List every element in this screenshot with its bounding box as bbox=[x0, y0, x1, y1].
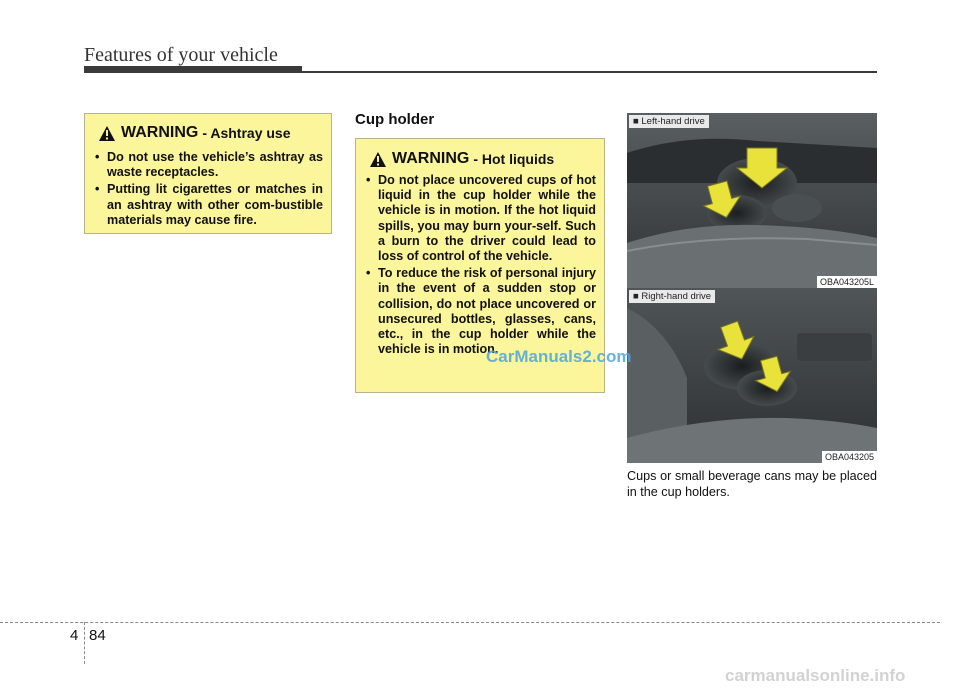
page-header-title: Features of your vehicle bbox=[84, 44, 278, 66]
warning-item: • Do not place uncovered cups of hot liquid in the cup holder while the vehicle is in motion. If the hot liquid spills, you may burn your-self. Such a burn to the driver could lead to loss of control of the vehicle. bbox=[364, 173, 596, 264]
cup-holder-photo bbox=[627, 113, 877, 288]
warning-item: • Do not use the vehicle’s ashtray as waste receptacles. bbox=[93, 150, 323, 180]
footer-site-watermark: carmanualsonline.info bbox=[725, 666, 906, 685]
figure-left-hand-drive bbox=[627, 113, 877, 288]
figure-right-hand-drive bbox=[627, 288, 877, 463]
page-number: 84 bbox=[89, 627, 106, 644]
warning-item: • Putting lit cigarettes or matches in an ashtray with other com-bustible materials may cause fire. bbox=[93, 182, 323, 228]
header-rule-thick bbox=[84, 66, 302, 73]
section-heading: Cup holder bbox=[355, 111, 435, 128]
cup-holder-description: Cups or small beverage cans may be placed in the cup holders. bbox=[627, 469, 877, 499]
watermark-text: CarManuals2.com bbox=[486, 347, 632, 366]
chapter-number: 4 bbox=[70, 627, 79, 644]
warning-item: • To reduce the risk of personal injury in the event of a sudden stop or collision, do not place uncovered or unsecured bottles, glasses, cans, etc., in the cup holder while the vehicle is in motion. bbox=[364, 266, 596, 357]
warning-hot-list bbox=[364, 173, 596, 357]
figure-code: OBA043205 bbox=[822, 451, 877, 463]
header-rule-thin bbox=[302, 71, 877, 73]
warning-subtitle: - Ashtray use bbox=[202, 125, 291, 141]
warning-ashtray-title bbox=[99, 124, 323, 142]
figure-label: ■ Right-hand drive bbox=[629, 290, 715, 303]
warning-triangle-icon bbox=[370, 152, 386, 167]
warning-ashtray-list bbox=[93, 150, 323, 228]
warning-label: WARNING bbox=[392, 150, 470, 167]
warning-ashtray-box bbox=[84, 113, 332, 234]
figure-code: OBA043205L bbox=[817, 276, 877, 288]
warning-hot-title bbox=[370, 150, 596, 168]
footer-divider bbox=[84, 622, 85, 664]
cup-holder-photo bbox=[627, 288, 877, 463]
warning-subtitle: - Hot liquids bbox=[473, 151, 555, 167]
warning-label: WARNING bbox=[121, 124, 199, 141]
figure-label: ■ Left-hand drive bbox=[629, 115, 709, 128]
footer-rule bbox=[0, 622, 940, 623]
warning-triangle-icon bbox=[99, 126, 115, 141]
